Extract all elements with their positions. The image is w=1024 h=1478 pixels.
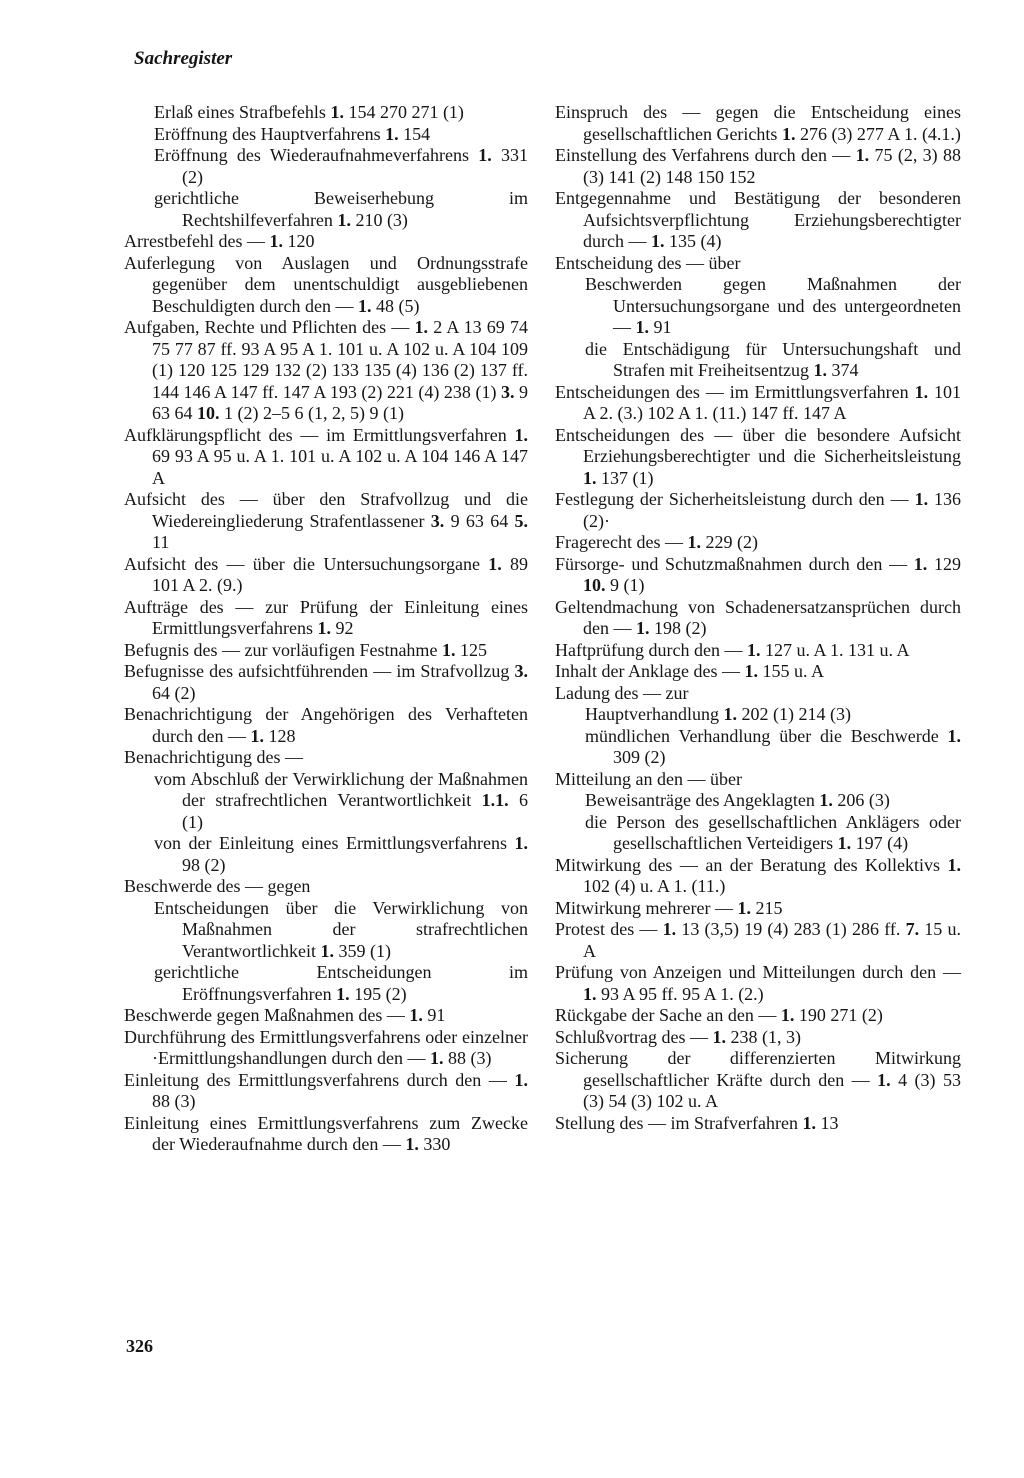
entry-text: 154: [398, 123, 431, 144]
index-entry: [124, 554, 528, 597]
law-number: 1.: [635, 317, 649, 337]
entry-text: 136 (2)·: [583, 489, 961, 531]
entry-text: 206 (3): [832, 790, 890, 810]
entry-text: Beweisanträge des Angeklagten: [585, 790, 820, 810]
index-entry: [555, 919, 961, 962]
law-number: 1.: [744, 661, 758, 681]
index-entry: [124, 597, 528, 640]
law-number: 1.: [385, 123, 399, 144]
entry-text: 89 101 A 2. (9.): [152, 553, 529, 595]
index-subentry: [555, 726, 961, 769]
law-number: 1.: [781, 123, 796, 144]
law-number: 1.: [441, 639, 456, 660]
entry-text: 69 93 A 95 u. A 1. 101 u. A 102 u. A 104 146 A 147 A: [152, 446, 528, 488]
index-subentry: [124, 102, 528, 124]
index-subentry: [555, 274, 961, 339]
index-entry: [124, 1070, 528, 1113]
entry-text: vom Abschluß der Verwirklichung der Maßnahmen der strafrechtlichen Verantwortlichkeit: [154, 768, 528, 810]
index-subentry: [124, 962, 528, 1005]
entry-text: Erlaß eines Strafbefehls: [154, 102, 331, 122]
entry-text: Entgegennahme und Bestätigung der besonderen Aufsichtsverpflichtung Erziehungsberechtigter durch —: [555, 188, 961, 251]
entry-text: Einspruch des — gegen die Entscheidung eines gesellschaftlichen Gerichts: [555, 102, 961, 144]
index-entry: [555, 145, 961, 188]
entry-text: 13: [815, 1112, 839, 1133]
law-number: 1.: [914, 381, 929, 402]
index-entry: [124, 640, 528, 662]
law-number: 1.: [317, 618, 331, 638]
law-number: 1.: [429, 1048, 444, 1068]
entry-text: 210 (3): [350, 209, 408, 230]
entry-text: gerichtliche Beweiserhebung im Rechtshilfeverfahren: [154, 188, 528, 230]
entry-text: 102 (4) u. A 1. (11.): [583, 876, 726, 896]
index-entry: [124, 1113, 528, 1156]
law-number: 1.: [488, 553, 502, 574]
entry-text: 88 (3): [443, 1048, 492, 1068]
entry-text: Fürsorge- und Schutzmaßnahmen durch den —: [555, 553, 914, 574]
entry-text: die Entschädigung für Untersuchungshaft und Strafen mit Freiheitsentzug: [585, 338, 961, 380]
law-number: 3.: [514, 661, 528, 681]
law-number: 1.: [330, 102, 344, 122]
entry-text: Eröffnung des Hauptverfahrens: [154, 123, 386, 144]
entry-text: Mitwirkung mehrerer —: [555, 897, 738, 918]
entry-text: von der Einleitung eines Ermittlungsverfahrens: [154, 833, 515, 853]
law-number: 5.: [514, 510, 528, 531]
entry-text: 198 (2): [649, 618, 707, 638]
law-number: 1.: [514, 833, 528, 853]
entry-text: 135 (4): [664, 231, 722, 251]
entry-text: Geltendmachung von Schadenersatzansprüchen durch den —: [555, 596, 961, 638]
entry-text: Aufsicht des — über die Untersuchungsorgane: [124, 553, 489, 574]
law-number: 1.: [269, 231, 283, 251]
entry-text: Fragerecht des —: [555, 532, 688, 552]
law-number: 1.: [947, 854, 961, 875]
law-number: 1.: [409, 1005, 423, 1025]
law-number: 3.: [500, 381, 515, 402]
entry-text: Entscheidungen über die Verwirklichung von Maßnahmen der strafrechtlichen Verantwortlichkeit: [154, 897, 528, 961]
entry-text: Festlegung der Sicherheitsleistung durch den —: [555, 489, 915, 509]
index-entry: [555, 253, 961, 275]
index-entry: [555, 597, 961, 640]
index-entry: [555, 102, 961, 145]
index-subentry: [124, 188, 528, 231]
law-number: 1.: [336, 983, 350, 1004]
entry-text: 91: [649, 317, 672, 337]
law-number: 1.1.: [481, 790, 509, 810]
law-number: 1.: [837, 833, 852, 853]
index-entry: [555, 1027, 961, 1049]
index-entry: [555, 382, 961, 425]
index-entry: [555, 855, 961, 898]
law-number: 10.: [583, 575, 606, 595]
entry-text: Rückgabe der Sache an den —: [555, 1005, 781, 1025]
index-subentry: [124, 833, 528, 876]
entry-text: 374: [826, 360, 859, 380]
entry-text: 101 A 2. (3.) 102 A 1. (11.) 147 ff. 147 A: [583, 381, 962, 423]
index-entry: [124, 489, 528, 554]
entry-text: 9 63 64: [444, 510, 515, 531]
entry-text: Prüfung von Anzeigen und Mitteilungen durch den —: [555, 962, 961, 982]
entry-text: 197 (4): [851, 833, 909, 853]
entry-text: 137 (1): [596, 467, 654, 488]
index-entry: [124, 317, 528, 425]
entry-text: Einstellung des Verfahrens durch den —: [555, 145, 856, 165]
index-subentry: [124, 124, 528, 146]
entry-text: 125: [455, 639, 487, 660]
entry-text: 309 (2): [613, 747, 666, 767]
index-subentry: [555, 704, 961, 726]
entry-text: 330: [418, 1134, 451, 1154]
entry-text: 15 u. A: [583, 919, 961, 961]
entry-text: Einleitung des Ermittlungsverfahrens durch den —: [124, 1069, 515, 1090]
index-entry: [124, 253, 528, 318]
index-subentry: [555, 339, 961, 382]
index-entry: [124, 876, 528, 898]
entry-text: Sicherung der differenzierten Mitwirkung gesellschaftlicher Kräfte durch den —: [555, 1048, 961, 1090]
law-number: 1.: [914, 489, 929, 509]
entry-text: Arrestbefehl des —: [124, 231, 270, 251]
entry-text: 64 (2): [152, 682, 196, 703]
law-number: 1.: [405, 1134, 419, 1154]
entry-text: die Person des gesellschaftlichen Anklägers oder gesellschaftlichen Verteidigers: [585, 811, 961, 853]
entry-text: 276 (3) 277 A 1. (4.1.): [795, 123, 961, 144]
law-number: 1.: [712, 1026, 726, 1047]
law-number: 1.: [813, 360, 827, 380]
entry-text: 91: [422, 1005, 446, 1025]
law-number: 7.: [905, 919, 920, 939]
entry-text: Aufklärungspflicht des — im Ermittlungsverfahren: [124, 424, 515, 445]
entry-text: 4 (3) 53 (3) 54 (3) 102 u. A: [583, 1069, 961, 1111]
entry-text: 155 u. A: [757, 661, 824, 681]
entry-text: Haftprüfung durch den —: [555, 639, 747, 660]
law-number: 1.: [802, 1112, 816, 1133]
law-number: 1.: [250, 725, 264, 746]
entry-text: Einleitung eines Ermittlungsverfahrens zum Zwecke der Wiederaufnahme durch den —: [124, 1112, 528, 1154]
entry-text: 1 (2) 2–5 6 (1, 2, 5) 9 (1): [219, 403, 404, 423]
entry-text: Entscheidung des — über: [555, 252, 741, 273]
index-entry: [555, 425, 961, 490]
entry-text: 190 271 (2): [794, 1005, 883, 1025]
index-entry: [555, 188, 961, 253]
index-entry: [124, 231, 528, 253]
entry-text: Benachrichtigung des —: [124, 747, 303, 767]
law-number: 1.: [357, 295, 372, 316]
law-number: 1.: [414, 317, 429, 337]
law-number: 1.: [877, 1069, 891, 1090]
law-number: 1.: [662, 919, 677, 939]
entry-text: 195 (2): [349, 983, 407, 1004]
law-number: 1.: [855, 145, 870, 165]
entry-text: 11: [152, 532, 170, 552]
entry-text: 129: [927, 553, 961, 574]
entry-text: 2 A 13 69 74 75 77 87 ff. 93 A 95 A 1. 101 u. A 102 u. A 104 109 (1) 120 125 129 132 (2) 133 135 (4) 136 (2) 137 ff. 144 146 A 147 ff. 147 A 193 (2) 221 (4) 238 (1): [152, 317, 528, 402]
index-entry: [124, 1027, 528, 1070]
index-entry: [555, 1005, 961, 1027]
index-entry: [124, 1005, 528, 1027]
entry-text: 88 (3): [152, 1091, 196, 1111]
entry-text: Protest des —: [555, 919, 663, 939]
index-subentry: [124, 898, 528, 963]
entry-text: 120: [282, 231, 315, 251]
entry-text: Mitteilung an den — über: [555, 768, 742, 789]
index-entry: [555, 640, 961, 662]
entry-text: Hauptverhandlung: [585, 704, 724, 724]
index-entry: [124, 747, 528, 769]
entry-text: 128: [263, 725, 296, 746]
index-entry: [124, 661, 528, 704]
law-number: 1.: [514, 424, 528, 445]
entry-text: 6 (1): [182, 790, 528, 832]
entry-text: Benachrichtigung der Angehörigen des Verhafteten durch den —: [124, 704, 528, 746]
law-number: 1.: [737, 897, 751, 918]
index-entry: [124, 704, 528, 747]
entry-text: Befugnisse des aufsichtführenden — im Strafvollzug: [124, 661, 515, 681]
entry-text: Durchführung des Ermittlungsverfahrens oder einzelner ·Ermittlungshandlungen durch den —: [124, 1026, 528, 1068]
entry-text: Stellung des — im Strafverfahren: [555, 1112, 803, 1133]
entry-text: 93 A 95 ff. 95 A 1. (2.): [596, 983, 764, 1004]
entry-text: Eröffnung des Wiederaufnahmeverfahrens: [154, 145, 479, 165]
entry-text: Beschwerde des — gegen: [124, 876, 311, 896]
law-number: 1.: [947, 725, 961, 746]
entry-text: 75 (2, 3) 88 (3) 141 (2) 148 150 152: [583, 145, 961, 187]
index-entry: [555, 1048, 961, 1113]
law-number: 1.: [913, 553, 928, 574]
entry-text: Aufsicht des — über den Strafvollzug und die Wiedereingliederung Strafentlassener: [124, 489, 528, 531]
law-number: 1.: [687, 532, 701, 552]
entry-text: Aufgaben, Rechte und Pflichten des —: [124, 317, 415, 337]
index-column-right: [555, 102, 961, 1134]
entry-text: 359 (1): [333, 940, 391, 961]
index-entry: [555, 532, 961, 554]
entry-text: 238 (1, 3): [725, 1026, 801, 1047]
law-number: 1.: [636, 618, 650, 638]
law-number: 1.: [514, 1069, 528, 1090]
entry-text: 92: [330, 618, 354, 638]
entry-text: 98 (2): [182, 854, 226, 875]
entry-text: 154 270 271 (1): [343, 102, 464, 122]
entry-text: mündlichen Verhandlung über die Beschwerde: [585, 725, 948, 746]
law-number: 1.: [583, 467, 597, 488]
entry-text: Inhalt der Anklage des —: [555, 661, 745, 681]
index-subentry: [555, 812, 961, 855]
law-number: 1.: [478, 145, 492, 165]
law-number: 1.: [650, 231, 665, 251]
entry-text: Befugnis des — zur vorläufigen Festnahme: [124, 639, 442, 660]
entry-text: Ladung des — zur: [555, 682, 689, 703]
law-number: 1.: [337, 209, 351, 230]
entry-text: 229 (2): [700, 532, 758, 552]
index-entry: [555, 769, 961, 791]
index-entry: [124, 425, 528, 490]
index-entry: [555, 661, 961, 683]
entry-text: Entscheidungen des — über die besondere Aufsicht Erziehungsberechtigter und die Sicherheitsleistung: [555, 424, 961, 466]
index-entry: [555, 683, 961, 705]
entry-text: Entscheidungen des — im Ermittlungsverfahren: [555, 381, 915, 402]
index-entry: [555, 489, 961, 532]
index-subentry: [124, 145, 528, 188]
entry-text: 127 u. A 1. 131 u. A: [760, 639, 910, 660]
entry-text: Beschwerde gegen Maßnahmen des —: [124, 1005, 410, 1025]
entry-text: Auferlegung von Auslagen und Ordnungsstrafe gegenüber dem unentschuldigt ausgebliebenen Beschuldigten durch den —: [124, 252, 528, 316]
entry-text: 215: [750, 897, 783, 918]
entry-text: Mitwirkung des — an der Beratung des Kollektivs: [555, 854, 948, 875]
index-entry: [555, 1113, 961, 1135]
law-number: 1.: [819, 790, 833, 810]
entry-text: 48 (5): [371, 295, 420, 316]
entry-text: 13 (3,5) 19 (4) 283 (1) 286 ff.: [676, 919, 906, 939]
entry-text: Schlußvortrag des —: [555, 1026, 713, 1047]
law-number: 1.: [746, 639, 761, 660]
law-number: 3.: [430, 510, 445, 531]
entry-text: 9 (1): [605, 575, 645, 595]
law-number: 1.: [723, 704, 737, 724]
index-entry: [555, 962, 961, 1005]
entry-text: 202 (1) 214 (3): [736, 704, 851, 724]
entry-text: gerichtliche Entscheidungen im Eröffnungsverfahren: [154, 962, 528, 1004]
index-column-left: [124, 102, 528, 1156]
index-entry: [555, 554, 961, 597]
entry-text: 331 (2): [182, 145, 529, 187]
index-subentry: [124, 769, 528, 834]
law-number: 1.: [583, 983, 597, 1004]
law-number: 10.: [197, 403, 220, 423]
index-entry: [555, 898, 961, 920]
entry-text: Aufträge des — zur Prüfung der Einleitung eines Ermittlungsverfahrens: [124, 596, 528, 638]
law-number: 1.: [320, 940, 334, 961]
page-number: 326: [126, 1336, 153, 1356]
law-number: 1.: [780, 1005, 795, 1025]
entry-text: 9 63 64: [152, 381, 529, 423]
index-subentry: [555, 790, 961, 812]
entry-text: Beschwerden gegen Maßnahmen der Untersuchungsorgane und des untergeordneten —: [585, 274, 961, 337]
running-head: Sachregister: [134, 48, 233, 69]
